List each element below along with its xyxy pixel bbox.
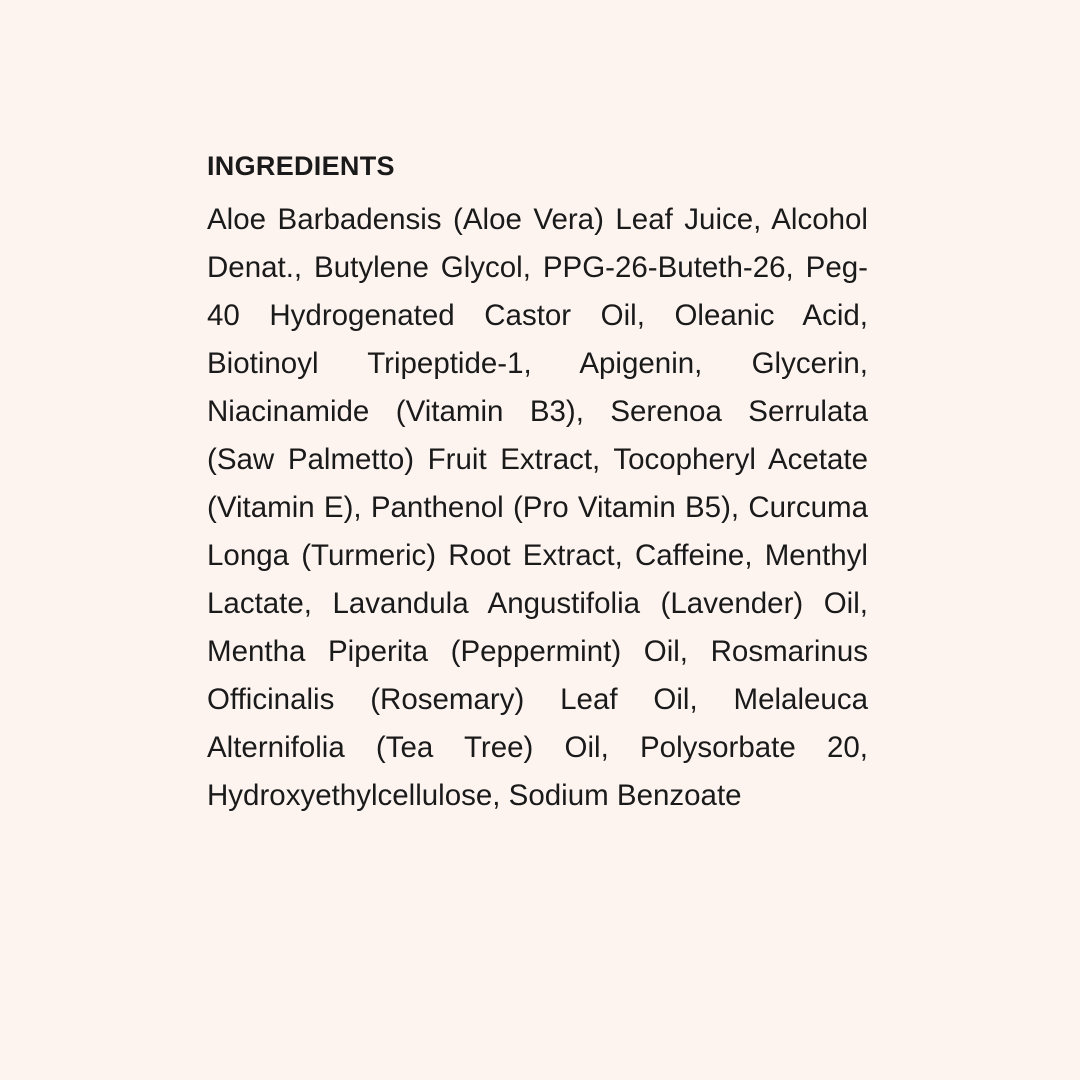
- ingredients-panel: [207, 150, 868, 820]
- section-heading: INGREDIENTS: [207, 151, 395, 181]
- ingredients-list-text: Aloe Barbadensis (Aloe Vera) Leaf Juice, Alcohol Denat., Butylene Glycol, PPG-26-Buteth-26, Peg-40 Hydrogenated Castor Oil, Oleanic Acid, Biotinoyl Tripeptide-1, Apigenin, Glycerin, Niacinamide (Vitamin B3), Serenoa Serrulata (Saw Palmetto) Fruit Extract, Tocopheryl Acetate (Vitamin E), Panthenol (Pro Vitamin B5), Curcuma Longa (Turmeric) Root Extract, Caffeine, Menthyl Lactate, Lavandula Angustifolia (Lavender) Oil, Mentha Piperita (Peppermint) Oil, Rosmarinus Officinalis (Rosemary) Leaf Oil, Melaleuca Alternifolia (Tea Tree) Oil, Polysorbate 20, Hydroxyethylcellulose, Sodium Benzoate: [207, 203, 868, 813]
